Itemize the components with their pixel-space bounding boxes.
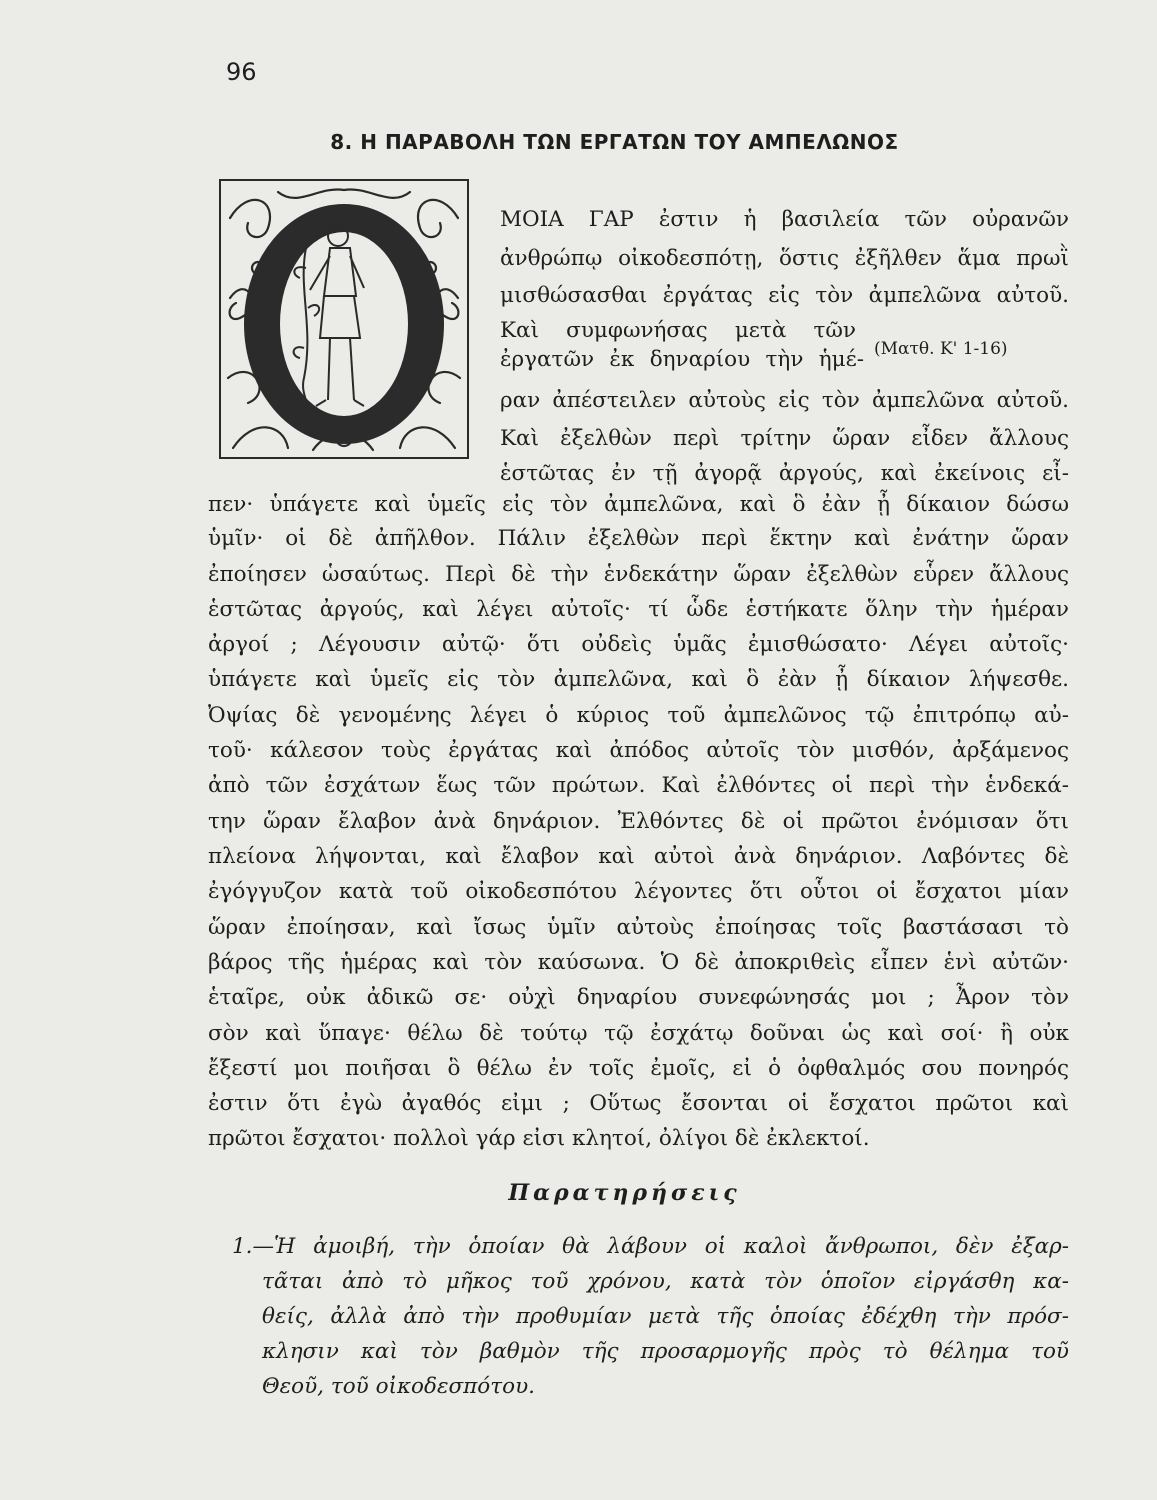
text-line: ἐστιν ὅτι ἐγὼ ἀγαθός εἰμι ; Οὕτως ἔσονται οἱ ἔσχατοι πρῶτοι καὶ — [208, 1091, 1069, 1116]
illuminated-initial-omicron-illustration — [218, 178, 470, 460]
text-line: πρῶτοι ἔσχατοι· πολλοὶ γάρ εἰσι κλητοί, ὀλίγοι δὲ ἐκλεκτοί. — [208, 1126, 870, 1151]
text-line: ἑστῶτας ἐν τῇ ἀγορᾷ ἀργούς, καὶ ἐκείνοις εἶ- — [500, 461, 1069, 486]
text-line: σὸν καὶ ὕπαγε· θέλω δὲ τούτῳ τῷ ἐσχάτῳ δοῦναι ὡς καὶ σοί· ἢ οὐκ — [208, 1021, 1069, 1046]
text-line: βάρος τῆς ἡμέρας καὶ τὸν καύσωνα. Ὁ δὲ ἀποκριθεὶς εἶπεν ἑνὶ αὐτῶν· — [208, 950, 1069, 975]
text-line: ὑπάγετε καὶ ὑμεῖς εἰς τὸν ἀμπελῶνα, καὶ ὃ ἐὰν ᾖ δίκαιον λήψεσθε. — [208, 667, 1069, 692]
text-line: πλείονα λήψονται, καὶ ἔλαβον καὶ αὐτοὶ ἀνὰ δηνάριον. Λαβόντες δὲ — [208, 844, 1069, 869]
bible-reference: (Ματθ. Κ' 1-16) — [874, 339, 1008, 359]
notes-title: Παρατηρήσεις — [508, 1180, 741, 1206]
note-line: Θεοῦ, τοῦ οἰκοδεσπότου. — [262, 1374, 535, 1399]
text-line: Ὀψίας δὲ γενομένης λέγει ὁ κύριος τοῦ ἀμπελῶνος τῷ ἐπιτρόπῳ αὐ- — [208, 703, 1069, 728]
text-line: ἐγόγγυζον κατὰ τοῦ οἰκοδεσπότου λέγοντες ὅτι οὗτοι οἱ ἔσχατοι μίαν — [208, 879, 1069, 904]
note-line: 1.—Ἡ ἀμοιβή, τὴν ὁποίαν θὰ λάβουν οἱ καλοὶ ἄνθρωποι, δὲν ἐξαρ- — [232, 1234, 1069, 1259]
text-line: ἐργατῶν ἐκ δηναρίου τὴν ἡμέ- — [500, 347, 864, 372]
text-line: ἐποίησεν ὡσαύτως. Περὶ δὲ τὴν ἑνδεκάτην ὥραν ἐξελθὼν εὗρεν ἄλλους — [208, 562, 1069, 587]
text-line: ἑταῖρε, οὐκ ἀδικῶ σε· οὐχὶ δηναρίου συνεφώνησάς μοι ; Ἆρον τὸν — [208, 985, 1069, 1010]
text-line: ὑμῖν· οἱ δὲ ἀπῆλθον. Πάλιν ἐξελθὼν περὶ ἕκτην καὶ ἐνάτην ὥραν — [208, 526, 1069, 551]
text-line: ὥραν ἐποίησαν, καὶ ἴσως ὑμῖν αὐτοὺς ἐποίησας τοῖς βαστάσασι τὸ — [208, 915, 1069, 940]
text-line: μισθώσασθαι ἐργάτας εἰς τὸν ἀμπελῶνα αὐτοῦ. — [500, 283, 1069, 308]
text-line: ἔξεστί μοι ποιῆσαι ὃ θέλω ἐν τοῖς ἐμοῖς, εἰ ὁ ὀφθαλμός σου πονηρός — [208, 1056, 1069, 1081]
text-line: πεν· ὑπάγετε καὶ ὑμεῖς εἰς τὸν ἀμπελῶνα, καὶ ὃ ἐὰν ᾖ δίκαιον δώσω — [208, 492, 1069, 517]
text-line: Καὶ συμφωνήσας μετὰ τῶν — [500, 318, 856, 343]
text-line: ἀργοί ; Λέγουσιν αὐτῷ· ὅτι οὐδεὶς ὑμᾶς ἐμισθώσατο· Λέγει αὐτοῖς· — [208, 632, 1069, 657]
page-number: 96 — [226, 58, 257, 86]
note-line: τᾶται ἀπὸ τὸ μῆκος τοῦ χρόνου, κατὰ τὸν ὁποῖον εἰργάσθη κα- — [262, 1269, 1069, 1294]
text-line: ἀνθρώπῳ οἰκοδεσπότῃ, ὅστις ἐξῆλθεν ἅμα πρωῒ — [500, 246, 1069, 271]
text-line: ραν ἀπέστειλεν αὐτοὺς εἰς τὸν ἀμπελῶνα αὐτοῦ. — [500, 388, 1069, 413]
text-line: τοῦ· κάλεσον τοὺς ἐργάτας καὶ ἀπόδος αὐτοῖς τὸν μισθόν, ἀρξάμενος — [208, 738, 1069, 763]
note-line: κλησιν καὶ τὸν βαθμὸν τῆς προσαρμογῆς πρὸς τὸ θέλημα τοῦ — [262, 1339, 1069, 1364]
text-line: ἀπὸ τῶν ἐσχάτων ἕως τῶν πρώτων. Καὶ ἐλθόντες οἱ περὶ τὴν ἑνδεκά- — [208, 773, 1069, 798]
note-line: θείς, ἀλλὰ ἀπὸ τὴν προθυμίαν μετὰ τῆς ὁποίας ἐδέχθη τὴν πρόσ- — [262, 1304, 1069, 1329]
text-line: ἑστῶτας ἀργούς, καὶ λέγει αὐτοῖς· τί ὧδε ἑστήκατε ὅλην τὴν ἡμέραν — [208, 597, 1069, 622]
text-line: ΜΟΙΑ ΓΑΡ ἐστιν ἡ βασιλεία τῶν οὐρανῶν — [500, 207, 1069, 232]
text-line: Καὶ ἐξελθὼν περὶ τρίτην ὥραν εἶδεν ἄλλους — [500, 426, 1069, 451]
text-line: την ὥραν ἔλαβον ἀνὰ δηνάριον. Ἐλθόντες δὲ οἱ πρῶτοι ἐνόμισαν ὅτι — [208, 809, 1069, 834]
chapter-title: 8. Η ΠΑΡΑΒΟΛΗ ΤΩΝ ΕΡΓΑΤΩΝ ΤΟΥ ΑΜΠΕΛΩΝΟΣ — [330, 130, 899, 154]
